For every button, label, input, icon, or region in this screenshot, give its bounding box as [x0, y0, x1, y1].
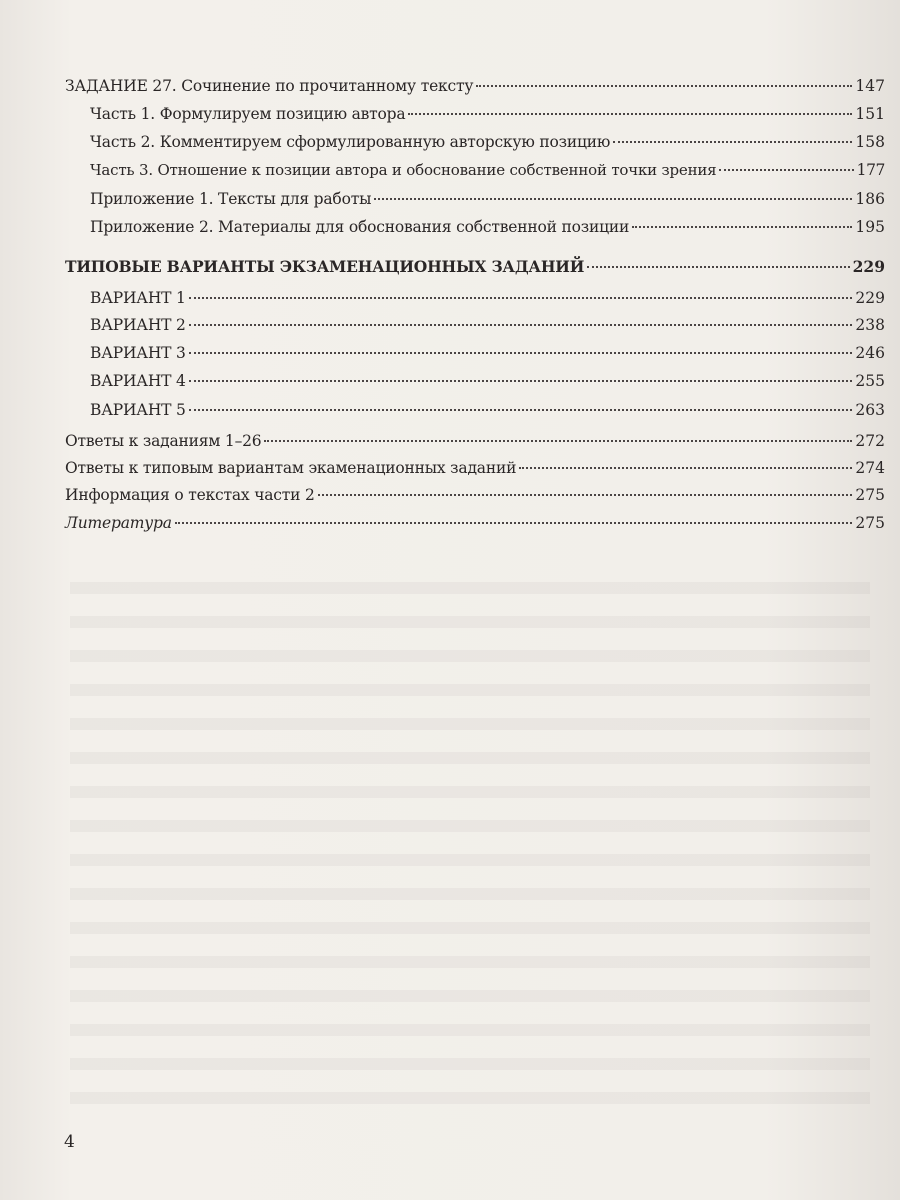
toc-entry-page: 186 — [855, 190, 885, 208]
toc-entry-label: Часть 2. Комментируем сформулированную авторскую позицию — [90, 133, 611, 151]
leader-dots — [189, 409, 853, 411]
toc-entry-page: 229 — [852, 257, 885, 276]
toc-entry-label: Ответы к типовым вариантам экаменационных заданий — [65, 459, 517, 477]
page-number: 4 — [64, 1132, 75, 1152]
leader-dots — [264, 440, 852, 442]
toc-entry-label: ВАРИАНТ 3 — [90, 344, 186, 362]
toc-entry-page: 275 — [855, 514, 885, 532]
leader-dots — [587, 266, 849, 268]
toc-entry-label: ВАРИАНТ 1 — [90, 289, 186, 307]
toc-entry-page: 151 — [855, 105, 885, 123]
toc-entry-page: 147 — [855, 77, 885, 95]
toc-entry-page: 238 — [855, 316, 885, 334]
leader-dots — [374, 198, 852, 200]
leader-dots — [719, 169, 853, 171]
toc-entry-page: 255 — [855, 372, 885, 390]
leader-dots — [189, 297, 853, 299]
leader-dots — [189, 380, 853, 382]
toc-entry-page: 263 — [855, 401, 885, 419]
toc-entry — [65, 76, 885, 96]
toc-entry-label: Часть 3. Отношение к позиции автора и обоснование собственной точки зрения — [90, 161, 717, 179]
toc-entry-label: Литература — [65, 514, 172, 532]
toc-entry-label: Часть 1. Формулируем позицию автора — [90, 105, 406, 123]
toc-entry-label: Ответы к заданиям 1–26 — [65, 432, 262, 450]
toc-entry-label: ВАРИАНТ 2 — [90, 316, 186, 334]
toc-entry-page: 229 — [855, 289, 885, 307]
leader-dots — [189, 324, 853, 326]
toc-entry-label: Информация о текстах части 2 — [65, 486, 315, 504]
toc-entry-page: 246 — [855, 344, 885, 362]
toc-entry — [90, 189, 885, 209]
toc-entry — [90, 288, 885, 308]
toc-entry-label: ВАРИАНТ 4 — [90, 372, 186, 390]
leader-dots — [408, 113, 852, 115]
leader-dots — [476, 85, 852, 87]
toc-entry-page: 272 — [855, 432, 885, 450]
toc-entry — [90, 160, 885, 180]
toc-entry-label: ВАРИАНТ 5 — [90, 401, 186, 419]
toc-entry — [90, 132, 885, 152]
leader-dots — [189, 352, 853, 354]
toc-entry — [90, 400, 885, 420]
toc-entry-label: ЗАДАНИЕ 27. Сочинение по прочитанному тексту — [65, 77, 474, 95]
toc-entry-page: 158 — [855, 133, 885, 151]
toc-entry-page: 177 — [856, 161, 885, 179]
toc-entry-label: Приложение 1. Тексты для работы — [90, 190, 372, 208]
toc-entry — [65, 458, 885, 478]
leader-dots — [519, 467, 852, 469]
toc-entry-label: ТИПОВЫЕ ВАРИАНТЫ ЭКЗАМЕНАЦИОННЫХ ЗАДАНИЙ — [65, 257, 585, 276]
toc-entry — [90, 371, 885, 391]
toc-entry — [65, 513, 885, 533]
toc-entry — [90, 315, 885, 335]
toc-entry-page: 275 — [855, 486, 885, 504]
toc-entry-page: 195 — [855, 218, 885, 236]
toc-entry — [90, 343, 885, 363]
toc-entry — [65, 485, 885, 505]
toc-entry — [90, 104, 885, 124]
toc-entry — [65, 431, 885, 451]
leader-dots — [175, 522, 853, 524]
toc-entry — [90, 217, 885, 237]
leader-dots — [318, 494, 853, 496]
leader-dots — [632, 226, 852, 228]
bleed-through-text — [70, 560, 870, 1120]
toc-entry-label: Приложение 2. Материалы для обоснования собственной позиции — [90, 218, 630, 236]
toc-entry-page: 274 — [855, 459, 885, 477]
toc-section-heading — [65, 257, 885, 277]
leader-dots — [613, 141, 852, 143]
